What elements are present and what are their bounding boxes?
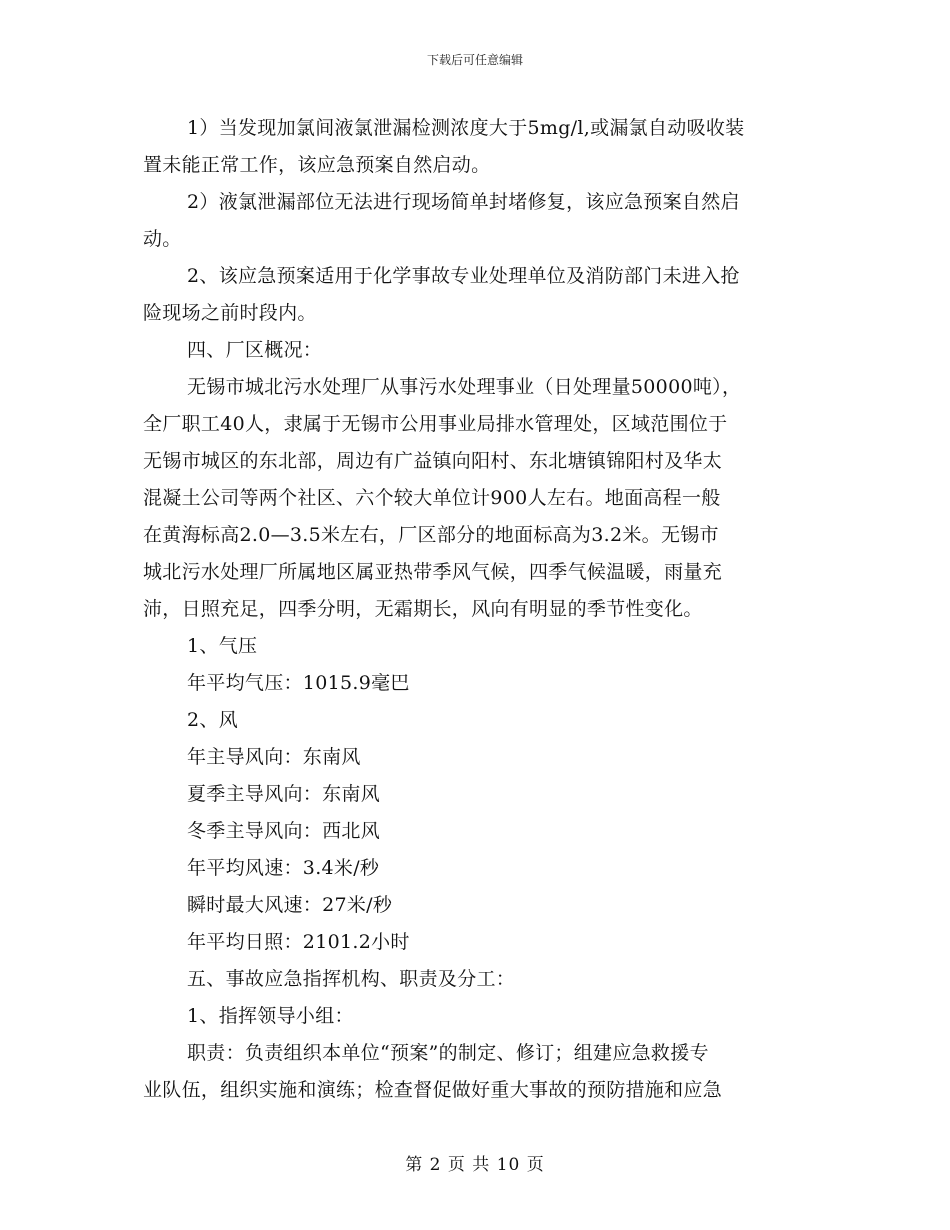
- text-line: 沛，日照充足，四季分明，无霜期长，风向有明显的季节性变化。: [143, 598, 703, 620]
- page-footer: 第 2 页 共 10 页: [405, 1155, 545, 1175]
- text-line: 2、该应急预案适用于化学事故专业处理单位及消防部门未进入抢: [187, 265, 740, 287]
- text-line: 年平均气压：1015.9毫巴: [187, 672, 410, 694]
- text-line: 2）液氯泄漏部位无法进行现场简单封堵修复，该应急预案自然启: [187, 191, 740, 213]
- text-line: 无锡市城区的东北部，周边有广益镇向阳村、东北塘镇锦阳村及华太: [143, 450, 723, 472]
- text-line: 年平均风速：3.4米/秒: [187, 857, 380, 879]
- text-line: 年主导风向：东南风: [187, 746, 361, 768]
- subsection-heading: 2、风: [187, 709, 238, 731]
- text-line: 险现场之前时段内。: [143, 302, 317, 324]
- text-line: 无锡市城北污水处理厂从事污水处理事业（日处理量50000吨），: [187, 376, 742, 398]
- section-heading: 五、事故应急指挥机构、职责及分工：: [187, 968, 516, 990]
- section-heading: 四、厂区概况：: [187, 339, 323, 361]
- subsection-heading: 1、指挥领导小组：: [187, 1005, 354, 1027]
- subsection-heading: 1、气压: [187, 635, 258, 657]
- text-line: 夏季主导风向：东南风: [187, 783, 381, 805]
- text-line: 职责：负责组织本单位“预案”的制定、修订；组建应急救援专: [187, 1042, 709, 1064]
- page-header: 下载后可任意编辑: [426, 53, 523, 67]
- text-line: 冬季主导风向：西北风: [187, 820, 381, 842]
- text-line: 年平均日照：2101.2小时: [187, 931, 410, 953]
- text-line: 瞬时最大风速：27米/秒: [187, 894, 393, 916]
- document-body: [143, 110, 808, 1109]
- text-line: 1）当发现加氯间液氯泄漏检测浓度大于5mg/l,或漏氯自动吸收装: [187, 117, 745, 139]
- text-line: 置未能正常工作，该应急预案自然启动。: [143, 154, 491, 176]
- text-line: 业队伍，组织实施和演练；检查督促做好重大事故的预防措施和应急: [143, 1079, 723, 1101]
- text-line: 城北污水处理厂所属地区属亚热带季风气候，四季气候温暖，雨量充: [143, 561, 723, 583]
- text-line: 在黄海标高2.0—3.5米左右，厂区部分的地面标高为3.2米。无锡市: [143, 524, 719, 546]
- text-line: 动。: [143, 228, 182, 250]
- text-line: 全厂职工40人，隶属于无锡市公用事业局排水管理处，区域范围位于: [143, 413, 728, 435]
- text-line: 混凝土公司等两个社区、六个较大单位计900人左右。地面高程一般: [143, 487, 721, 509]
